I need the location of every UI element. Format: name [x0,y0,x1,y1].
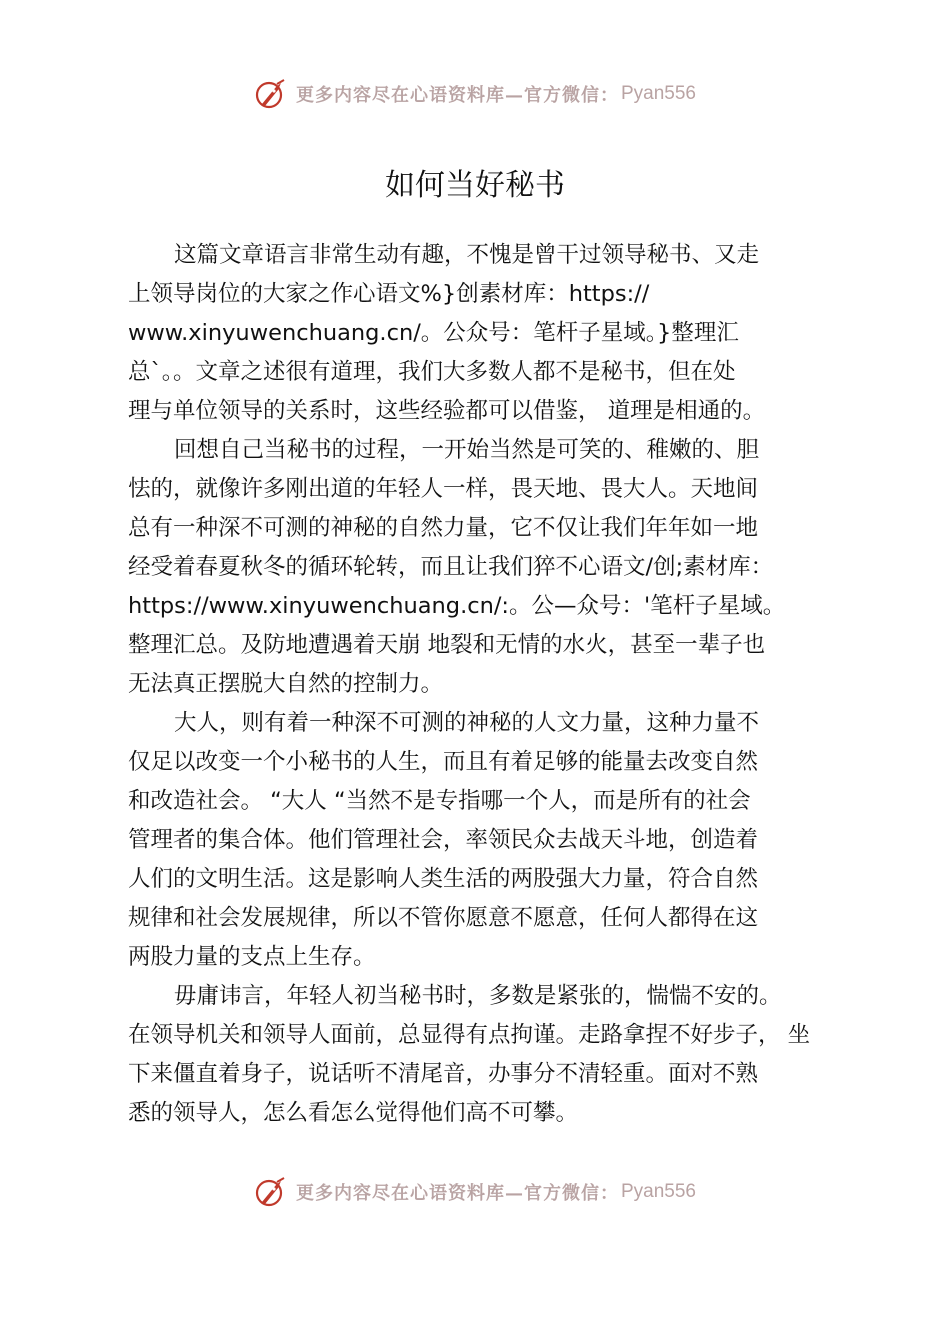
text-line: 和改造社会。 “大人 “当然不是专指哪一个人，而是所有的社会 [128,788,751,814]
text-line: 整理汇总。及防地遭遇着天崩 地裂和无情的水火，甚至一辈子也 [128,632,766,658]
text-line: 回想自己当秘书的过程，一开始当然是可笑的、稚嫩的、胆 [174,437,760,463]
top-watermark-banner [0,74,950,114]
text-line: www.xinyuwenchuang.cn/。公众号：笔杆子星域。}整理汇 [128,320,739,346]
watermark-text: 更多内容尽在心语资料库—官方微信： [295,1183,619,1204]
article-body [128,236,868,1133]
text-line: 悉的领导人，怎么看怎么觉得他们高不可攀。 [128,1100,579,1126]
text-line: 总有一种深不可测的神秘的自然力量，它不仅让我们年年如一地 [128,515,759,541]
paragraph [128,236,868,431]
pen-nib-logo-icon [254,77,288,111]
text-line: 经受着春夏秋冬的循环轮转，而且让我们猝不心语文/创;素材库： [128,554,774,580]
text-line: 这篇文章语言非常生动有趣，不愧是曾干过领导秘书、又走 [174,242,760,268]
text-line: 理与单位领导的关系时，这些经验都可以借鉴， 道理是相通的。 [128,398,766,424]
text-line: 大人，则有着一种深不可测的神秘的人文力量，这种力量不 [174,710,760,736]
text-line: 两股力量的支点上生存。 [128,944,376,970]
text-line: 仅足以改变一个小秘书的人生，而且有着足够的能量去改变自然 [128,749,759,775]
bottom-watermark-banner [0,1172,950,1212]
text-line: 下来僵直着身子，说话听不清尾音，办事分不清轻重。面对不熟 [128,1061,759,1087]
text-line: 怯的，就像许多刚出道的年轻人一样，畏天地、畏大人。天地间 [128,476,759,502]
paragraph [128,431,868,704]
paragraph [128,977,868,1133]
watermark-text: 更多内容尽在心语资料库—官方微信： [295,85,619,106]
wechat-id: Pyan556 [620,83,696,104]
text-line: 总`。。文章之述很有道理，我们大多数人都不是秘书，但在处 [128,359,736,385]
text-line: 上领导岗位的大家之作心语文%}创素材库：https:// [128,281,650,307]
paragraph [128,704,868,977]
text-line: https://www.xinyuwenchuang.cn/:。公—众号：'笔杆子星域。 [128,593,786,619]
page-title: 如何当好秘书 [385,168,565,203]
pen-nib-logo-icon [254,1175,288,1209]
text-line: 毋庸讳言，年轻人初当秘书时，多数是紧张的，惴惴不安的。 [174,983,782,1009]
text-line: 在领导机关和领导人面前，总显得有点拘谨。走路拿捏不好步子， 坐 [128,1022,811,1048]
text-line: 规律和社会发展规律，所以不管你愿意不愿意，任何人都得在这 [128,905,759,931]
wechat-id: Pyan556 [620,1181,696,1202]
text-line: 人们的文明生活。这是影响人类生活的两股强大力量，符合自然 [128,866,759,892]
text-line: 管理者的集合体。他们管理社会，率领民众去战天斗地，创造着 [128,827,759,853]
text-line: 无法真正摆脱大自然的控制力。 [128,671,444,697]
